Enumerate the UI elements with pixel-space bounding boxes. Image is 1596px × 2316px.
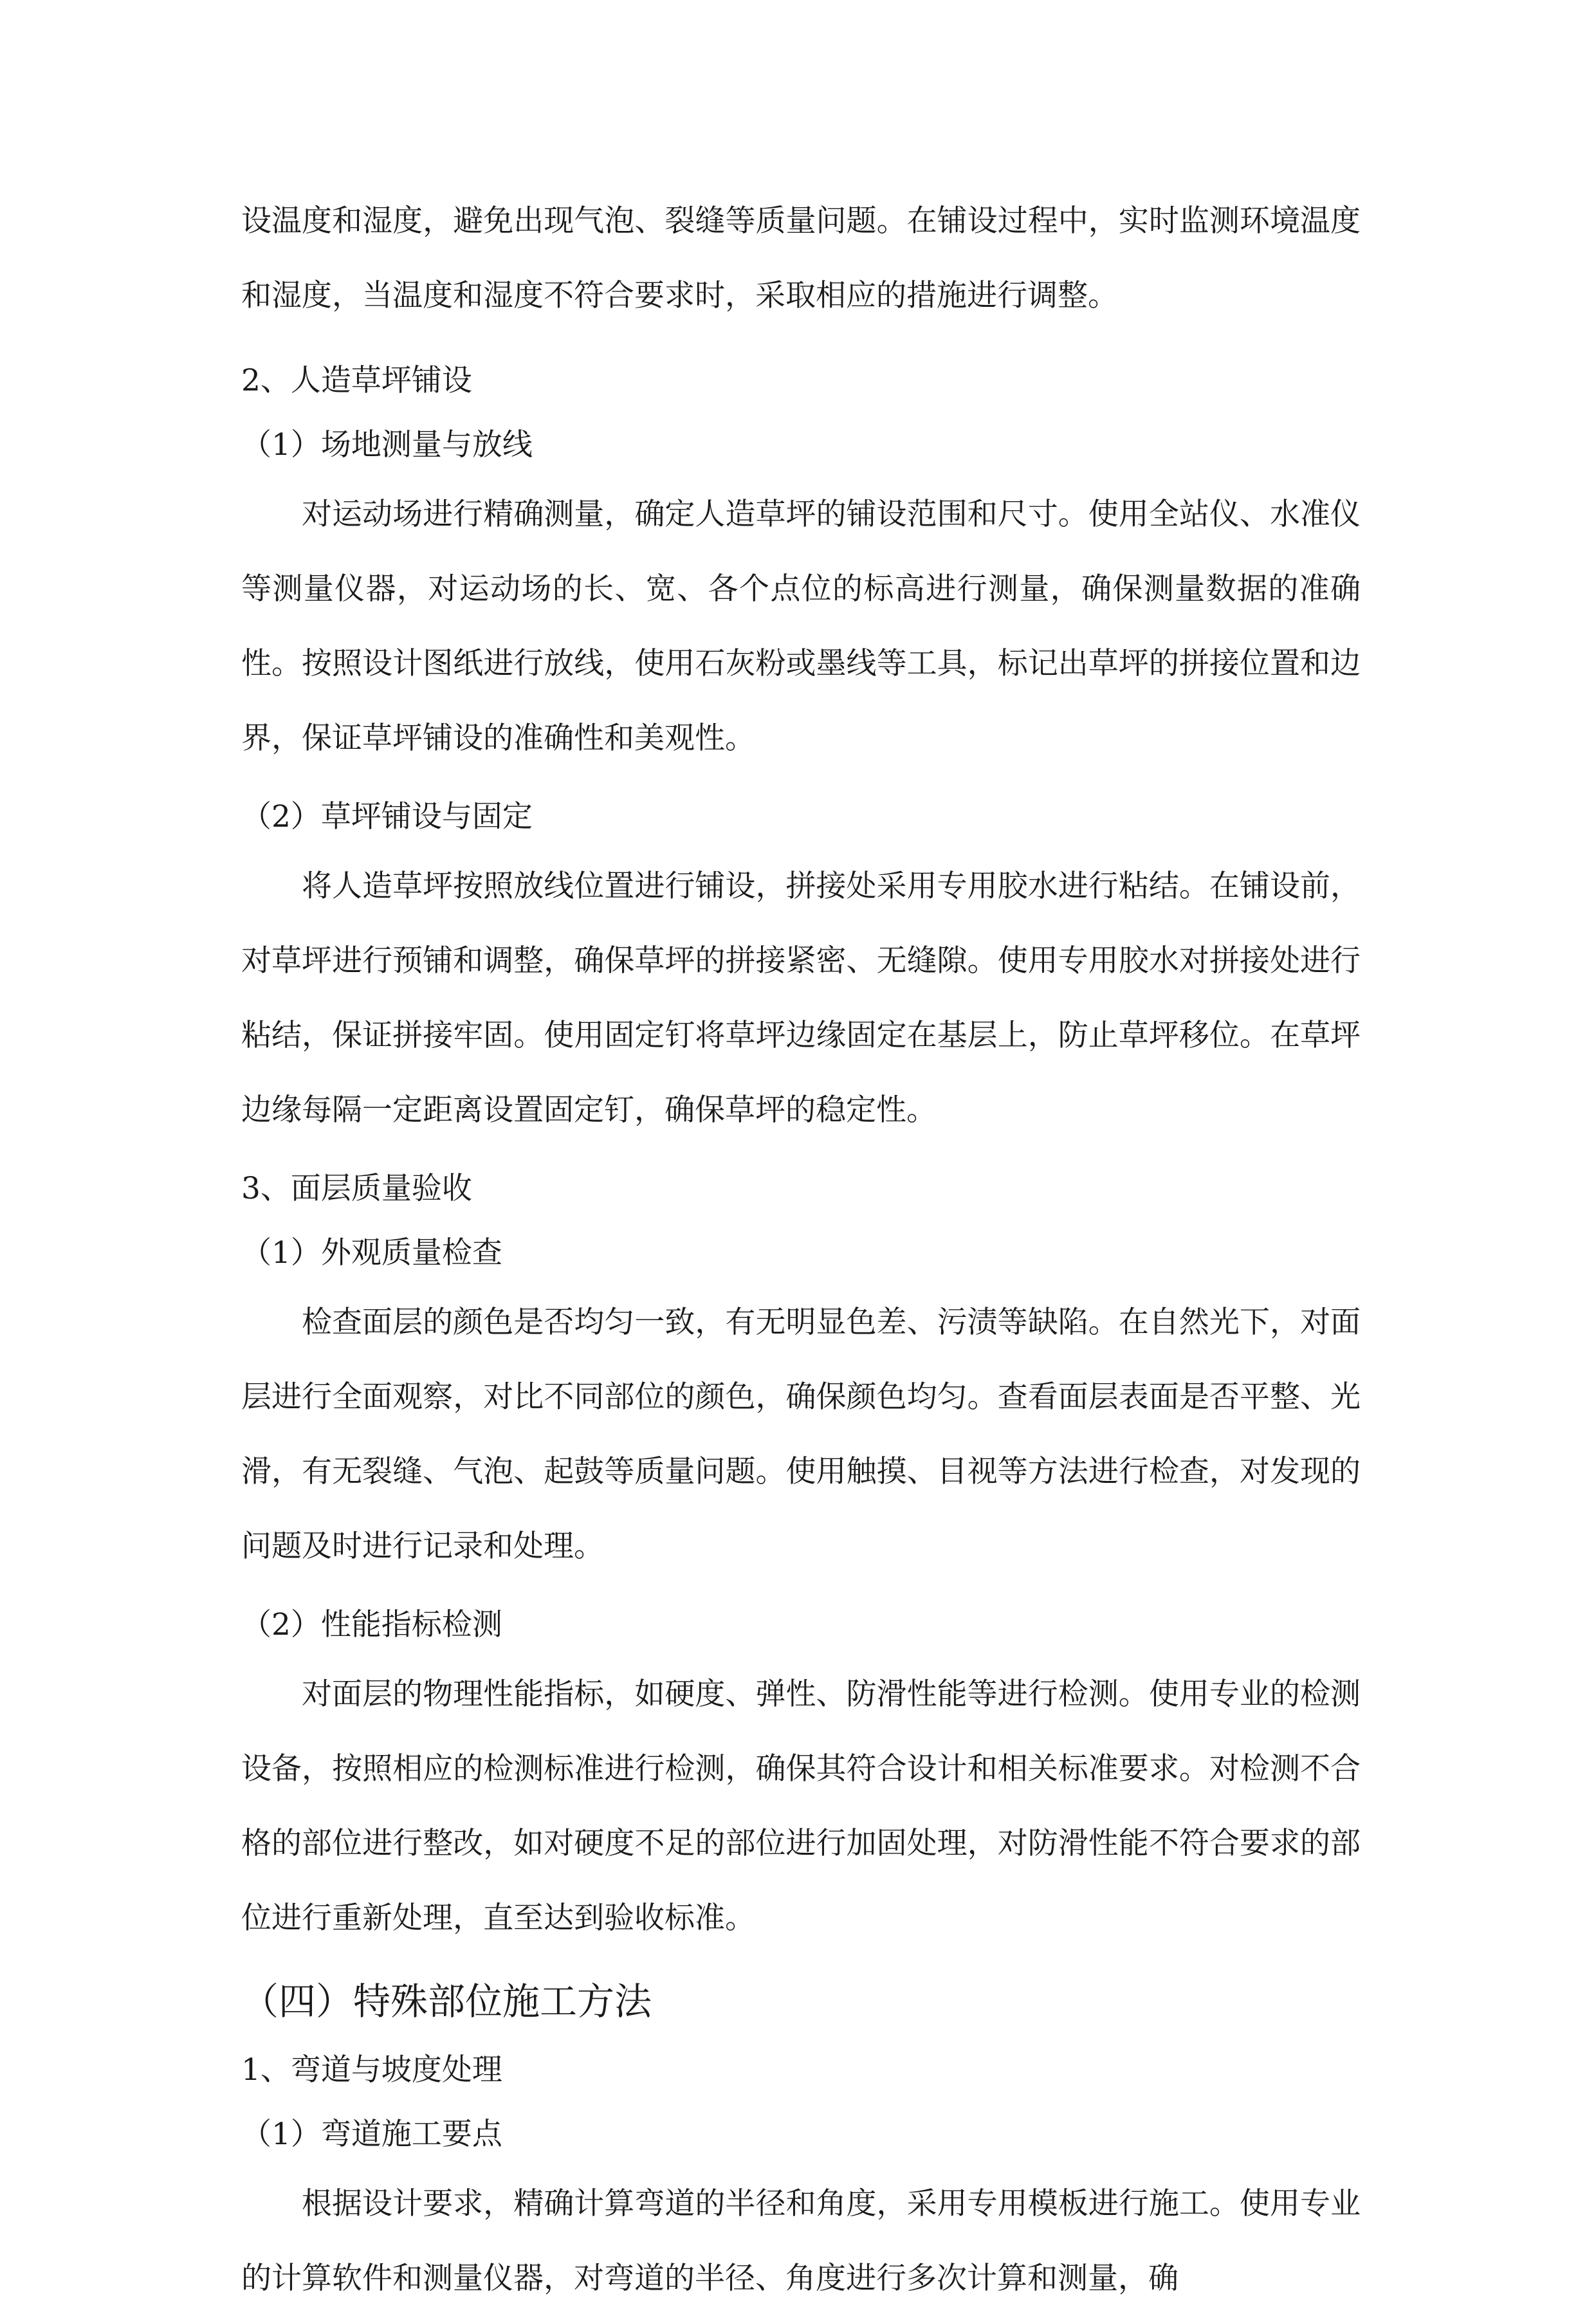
heading-curve-slope: 1、弯道与坡度处理 — [241, 2052, 502, 2088]
paragraph-site-survey: 对运动场进行精确测量，确定人造草坪的铺设范围和尺寸。使用全站仪、水准仪等测量仪器，对运动场的长、宽、各个点位的标高进行测量，确保测量数据的准确性。按照设计图纸进行放线，使用石灰粉或墨线等工具，标记出草坪的拼接位置和边界，保证草坪铺设的准确性和美观性。 — [241, 497, 1361, 756]
heading-artificial-turf-laying: 2、人造草坪铺设 — [241, 363, 472, 398]
subheading-curve-points: （1）弯道施工要点 — [241, 2117, 502, 2152]
document-page — [241, 184, 1361, 2316]
paragraph-curve-points: 根据设计要求，精确计算弯道的半径和角度，采用专用模板进行施工。使用专业的计算软件和测量仪器，对弯道的半径、角度进行多次计算和测量，确 — [241, 2186, 1361, 2296]
subheading-site-survey: （1）场地测量与放线 — [241, 427, 533, 463]
heading-surface-acceptance: 3、面层质量验收 — [241, 1171, 472, 1206]
paragraph-turf-laying-fixing: 将人造草坪按照放线位置进行铺设，拼接处采用专用胶水进行粘结。在铺设前，对草坪进行预铺和调整，确保草坪的拼接紧密、无缝隙。使用专用胶水对拼接处进行粘结，保证拼接牢固。使用固定钉将草坪边缘固定在基层上，防止草坪移位。在草坪边缘每隔一定距离设置固定钉，确保草坪的稳定性。 — [241, 868, 1361, 1128]
spacer — [241, 1956, 1361, 1965]
spacer — [241, 1584, 1361, 1593]
section-heading-special-parts: （四）特殊部位施工方法 — [241, 1980, 652, 2023]
spacer — [241, 1148, 1361, 1157]
spacer — [241, 776, 1361, 785]
paragraph-continued: 设温度和湿度，避免出现气泡、裂缝等质量问题。在铺设过程中，实时监测环境温度和湿度，当温度和湿度不符合要求时，采取相应的措施进行调整。 — [241, 203, 1361, 313]
paragraph-appearance-check: 检查面层的颜色是否均匀一致，有无明显色差、污渍等缺陷。在自然光下，对面层进行全面观察，对比不同部位的颜色，确保颜色均匀。查看面层表面是否平整、光滑，有无裂缝、气泡、起鼓等质量问题。使用触摸、目视等方法进行检查，对发现的问题及时进行记录和处理。 — [241, 1305, 1361, 1564]
subheading-turf-laying-fixing: （2）草坪铺设与固定 — [241, 799, 533, 834]
subheading-performance-test: （2）性能指标检测 — [241, 1607, 502, 1642]
subheading-appearance-check: （1）外观质量检查 — [241, 1235, 502, 1271]
paragraph-performance-test: 对面层的物理性能指标，如硬度、弹性、防滑性能等进行检测。使用专业的检测设备，按照相应的检测标准进行检测，确保其符合设计和相关标准要求。对检测不合格的部位进行整改，如对硬度不足的部位进行加固处理，对防滑性能不符合要求的部位进行重新处理，直至达到验收标准。 — [241, 1677, 1361, 1936]
spacer — [241, 333, 1361, 349]
